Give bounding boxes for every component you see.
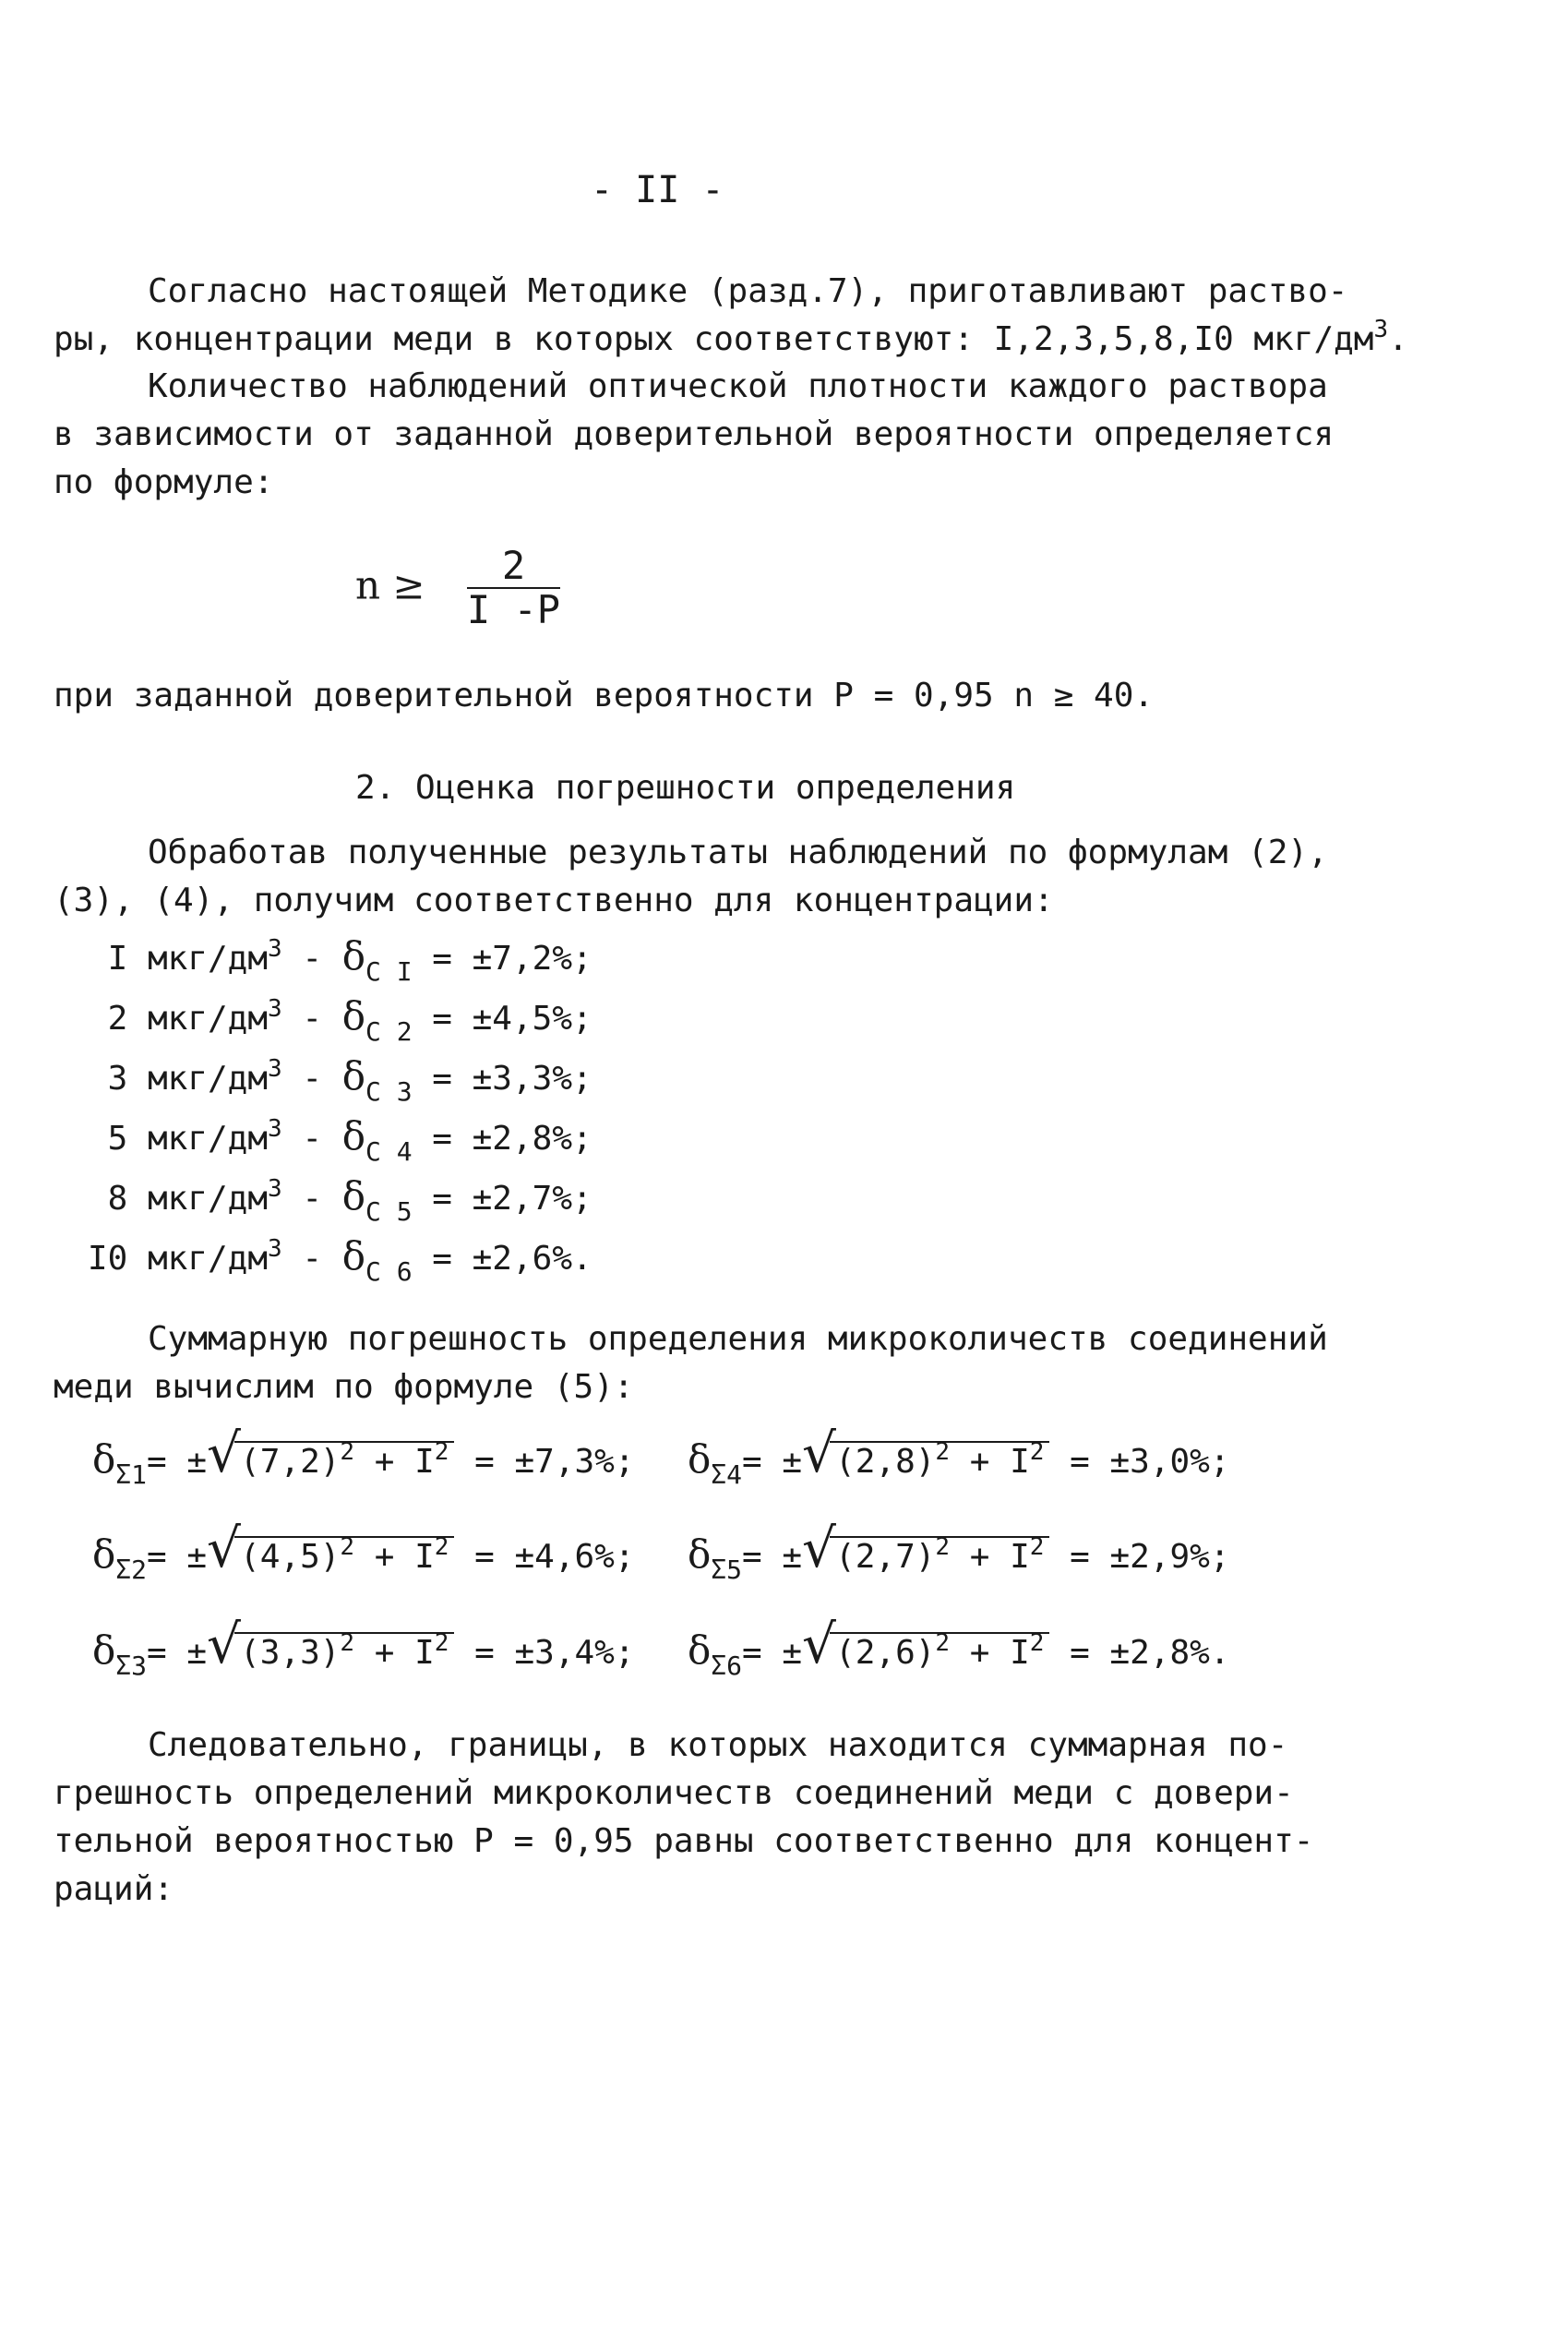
- square-root: √ $(2,8)^2 + I^2$: [802, 1438, 1049, 1489]
- sigma-formula: $\delta_{\Sigma 1}=$ ± √ $(7,2)^2 + I^2 = \pm 7,3\%$;: [92, 1422, 635, 1490]
- square-root: √ $(4,5)^2 + I^2$: [207, 1533, 454, 1584]
- sigma-formula: $\delta_{\Sigma 5}=$ ± √ $(2,7)^2 + I^2 = \pm 2,9\%$;: [688, 1517, 1230, 1585]
- fraction: $\frac{2}{I -P}$: [466, 543, 561, 632]
- text-line: в зависимости от заданной доверительной вероятности определяется: [54, 415, 1335, 453]
- text-line: Согласно настоящей Методике (разд.7), приготавливают раство-: [148, 272, 1348, 310]
- square-root: √ $(2,7)^2 + I^2$: [802, 1533, 1049, 1584]
- concentration-row: I мкг/$дм^3 - \delta_{C I} = \pm 7,2\%$;: [107, 933, 592, 987]
- text-line: Суммарную погрешность определения микроколичеств соединений: [148, 1320, 1328, 1358]
- text-line: тельной вероятностью P = 0,95 равны соответственно для концент-: [54, 1822, 1314, 1860]
- concentration-row: 3 мкг/$дм^3 - \delta_{C 3} = \pm 3,3\%$;: [107, 1053, 592, 1107]
- section-heading: 2. Оценка погрешности определения: [355, 769, 1016, 807]
- sigma-formula: $\delta_{\Sigma 6}=$ ± √ $(2,6)^2 + I^2 = \pm 2,8\%$.: [688, 1613, 1230, 1681]
- page-number: - II -: [591, 169, 724, 211]
- sigma-formula: $\delta_{\Sigma 2}=$ ± √ $(4,5)^2 + I^2 = \pm 4,6\%$;: [92, 1517, 635, 1585]
- text-line: ры, концентрации меди в которых соответствуют: I,2,3,5,8,I0 мкг/$дм^3$.: [54, 316, 1408, 358]
- text-line: Количество наблюдений оптической плотности каждого раствора: [148, 367, 1328, 405]
- concentration-row: I0 мкг/$дм^3 - \delta_{C 6} = \pm 2,6\%$.: [87, 1233, 592, 1287]
- square-root: √ $(3,3)^2 + I^2$: [207, 1629, 454, 1680]
- concentration-row: 8 мкг/$дм^3 - \delta_{C 5} = \pm 2,7\%$;: [107, 1173, 592, 1227]
- square-root: √ $(2,6)^2 + I^2$: [802, 1629, 1049, 1680]
- text-line: грешность определений микроколичеств соединений меди с довери-: [54, 1774, 1294, 1812]
- text-line: (3), (4), получим соответственно для концентрации:: [54, 882, 1054, 919]
- sigma-formula: $\delta_{\Sigma 3}=$ ± √ $(3,3)^2 + I^2 = \pm 3,4\%$;: [92, 1613, 635, 1681]
- square-root: √ $(7,2)^2 + I^2$: [207, 1438, 454, 1489]
- condition-line: при заданной доверительной вероятности P = 0,95 n ≥ 40.: [54, 677, 1155, 714]
- concentration-row: 5 мкг/$дм^3 - \delta_{C 4} = \pm 2,8\%$;: [107, 1113, 592, 1167]
- formula-observations-count: n ≥ $\frac{2}{I -P}$: [355, 543, 561, 632]
- sigma-formula: $\delta_{\Sigma 4}=$ ± √ $(2,8)^2 + I^2 = \pm 3,0\%$;: [688, 1422, 1230, 1490]
- text-line: раций:: [54, 1870, 174, 1908]
- text-line: по формуле:: [54, 463, 274, 501]
- text-line: меди вычислим по формуле (5):: [54, 1368, 634, 1406]
- text-line: Следовательно, границы, в которых находится суммарная по-: [148, 1726, 1288, 1764]
- text-line: Обработав полученные результаты наблюдений по формулам (2),: [148, 834, 1328, 871]
- concentration-row: 2 мкг/$дм^3 - \delta_{C 2} = \pm 4,5\%$;: [107, 993, 592, 1047]
